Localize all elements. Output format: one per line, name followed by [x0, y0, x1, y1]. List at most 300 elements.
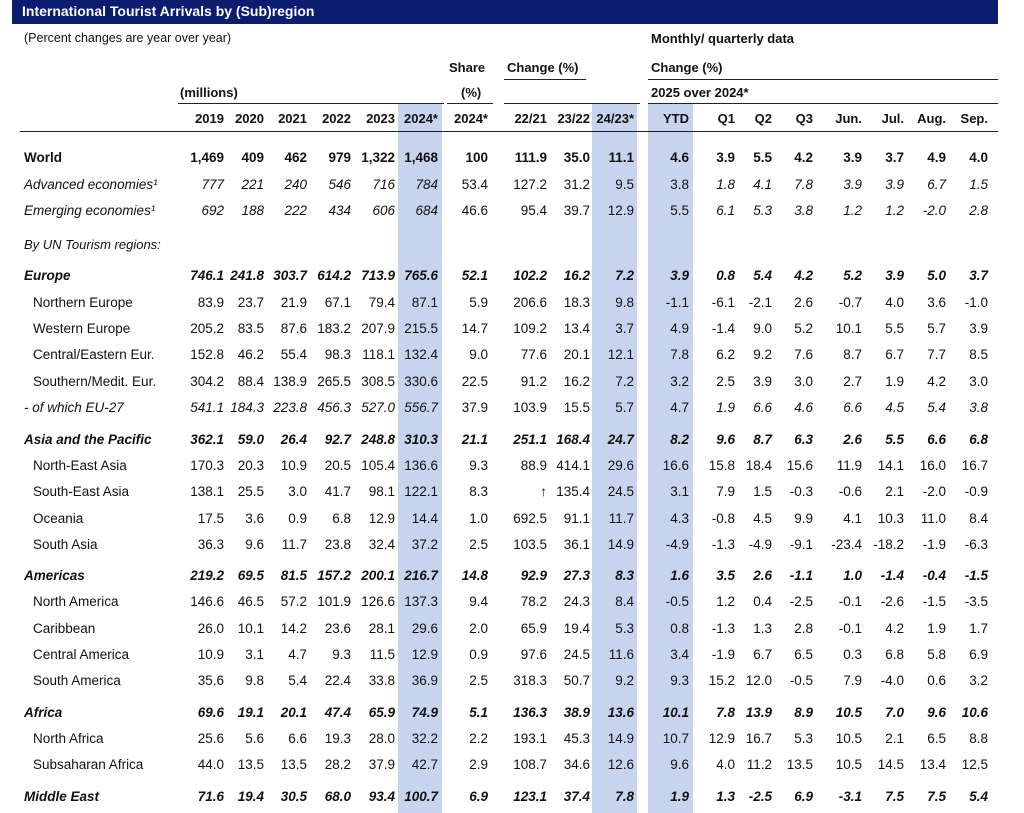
table-cell: 3.9 [753, 374, 772, 389]
table-cell: 138.1 [190, 484, 224, 499]
table-cell: 91.1 [563, 511, 590, 526]
table-cell: 28.2 [324, 757, 351, 772]
table-cell: 556.7 [404, 400, 438, 415]
table-cell: 4.0 [716, 757, 735, 772]
table-cell: 4.5 [885, 400, 904, 415]
table-cell: 223.8 [273, 400, 307, 415]
table-cell: 29.6 [411, 621, 438, 636]
column-header: 2019 [195, 111, 224, 126]
table-cell: 6.6 [843, 400, 862, 415]
table-cell: 2.6 [753, 568, 772, 583]
table-cell: 100.7 [404, 789, 438, 804]
table-cell: 4.2 [885, 621, 904, 636]
table-cell: 21.1 [461, 432, 488, 447]
column-header: 2024* [404, 111, 438, 126]
table-cell: 4.0 [885, 295, 904, 310]
table-cell: 24.3 [563, 594, 590, 609]
table-cell: 216.7 [404, 568, 438, 583]
table-cell: 5.5 [670, 203, 689, 218]
table-cell: 23.6 [324, 621, 351, 636]
table-cell: 13.5 [786, 757, 813, 772]
row-label: Asia and the Pacific [24, 432, 152, 447]
table-cell: 25.6 [197, 731, 224, 746]
table-cell: 14.4 [411, 511, 438, 526]
table-cell: 6.9 [794, 789, 813, 804]
rule-change2 [504, 103, 640, 104]
table-cell: 10.9 [280, 458, 307, 473]
table-cell: 6.8 [332, 511, 351, 526]
column-header: Jul. [881, 111, 904, 126]
table-cell: 8.4 [969, 511, 988, 526]
table-cell: 979 [328, 150, 351, 165]
table-cell: 3.0 [969, 374, 988, 389]
table-cell: 12.9 [607, 203, 634, 218]
table-cell: 18.3 [563, 295, 590, 310]
row-label: Americas [24, 568, 85, 583]
table-cell: 200.1 [361, 568, 395, 583]
table-cell: 606 [372, 203, 395, 218]
row-label: North-East Asia [33, 458, 127, 473]
table-cell: 10.6 [961, 705, 988, 720]
table-cell: 9.5 [615, 177, 634, 192]
table-cell: 34.6 [563, 757, 590, 772]
table-cell: 14.1 [877, 458, 904, 473]
table-cell: 45.3 [563, 731, 590, 746]
table-cell: 7.9 [843, 673, 862, 688]
table-cell: 87.1 [411, 295, 438, 310]
table-title-bar [12, 0, 998, 24]
table-cell: 7.8 [670, 347, 689, 362]
table-cell: 3.6 [245, 511, 264, 526]
row-label: Central/Eastern Eur. [33, 347, 155, 362]
table-cell: 183.2 [317, 321, 351, 336]
table-cell: 746.1 [190, 268, 224, 283]
table-cell: 11.2 [746, 757, 772, 772]
share-unit: (%) [461, 85, 482, 100]
table-cell: 1.8 [716, 177, 735, 192]
table-cell: -1.4 [711, 321, 735, 336]
table-cell: 2.1 [885, 484, 904, 499]
table-cell: 1.5 [753, 484, 772, 499]
table-cell: 3.6 [927, 295, 946, 310]
table-cell: 1.2 [716, 594, 735, 609]
table-cell: 1.9 [670, 789, 689, 804]
table-cell: 11.6 [608, 647, 634, 662]
table-cell: 0.9 [288, 511, 307, 526]
table-cell: 14.8 [461, 568, 488, 583]
table-cell: 14.5 [877, 757, 904, 772]
table-cell: 10.5 [835, 731, 862, 746]
table-cell: 1.2 [885, 203, 904, 218]
table-cell: 36.3 [197, 537, 224, 552]
column-header: Q2 [754, 111, 772, 126]
table-cell: 3.2 [969, 673, 988, 688]
table-cell: 3.9 [670, 268, 689, 283]
table-cell: 138.9 [273, 374, 307, 389]
table-cell: 765.6 [404, 268, 438, 283]
table-cell: 5.6 [245, 731, 264, 746]
table-cell: 7.0 [885, 705, 904, 720]
table-cell: 136.6 [404, 458, 438, 473]
table-cell: 330.6 [404, 374, 438, 389]
table-cell: 9.3 [670, 673, 689, 688]
table-cell: 3.4 [670, 647, 689, 662]
table-cell: 0.9 [469, 647, 488, 662]
table-cell: 14.9 [607, 731, 634, 746]
table-cell: 318.3 [513, 673, 547, 688]
row-label: Oceania [33, 511, 84, 526]
table-cell: 8.5 [969, 347, 988, 362]
table-cell: 414.1 [556, 458, 590, 473]
table-cell: 170.3 [190, 458, 224, 473]
table-cell: 7.7 [927, 347, 946, 362]
table-cell: 3.0 [288, 484, 307, 499]
column-header: Aug. [917, 111, 946, 126]
rule-millions [178, 103, 444, 104]
table-cell: 12.9 [368, 511, 395, 526]
table-cell: 4.3 [670, 511, 689, 526]
table-cell: -0.1 [838, 594, 862, 609]
table-cell: -1.3 [711, 621, 735, 636]
table-cell: 103.9 [513, 400, 547, 415]
table-cell: 47.4 [324, 705, 351, 720]
table-cell: 10.1 [662, 705, 689, 720]
table-cell: 5.5 [885, 321, 904, 336]
table-cell: -1.9 [922, 537, 946, 552]
table-cell: 0.6 [927, 673, 946, 688]
table-cell: 22.5 [461, 374, 488, 389]
table-cell: 5.1 [469, 705, 488, 720]
table-cell: 2.6 [794, 295, 813, 310]
table-cell: 2.0 [469, 621, 488, 636]
table-cell: 127.2 [513, 177, 547, 192]
column-header: 2024* [454, 111, 488, 126]
table-cell: 10.5 [835, 705, 862, 720]
table-cell: 41.7 [324, 484, 351, 499]
table-cell: 6.7 [927, 177, 946, 192]
table-cell: 19.4 [563, 621, 590, 636]
table-cell: 5.9 [469, 295, 488, 310]
table-cell: -1.9 [711, 647, 735, 662]
table-cell: 5.0 [927, 268, 946, 283]
table-cell: 38.9 [563, 705, 590, 720]
table-cell: 9.6 [927, 705, 946, 720]
table-cell: 67.1 [324, 295, 351, 310]
table-cell: 16.7 [961, 458, 988, 473]
table-cell: -0.5 [665, 594, 689, 609]
table-cell: 2.9 [469, 757, 488, 772]
over-header: 2025 over 2024* [651, 85, 749, 100]
table-cell: 1.0 [843, 568, 862, 583]
table-cell: 15.2 [708, 673, 735, 688]
table-cell: 36.1 [563, 537, 590, 552]
table-cell: 11.7 [608, 511, 634, 526]
change-header: Change (%) [507, 60, 579, 75]
table-cell: 684 [415, 203, 438, 218]
table-cell: 3.7 [885, 150, 904, 165]
table-cell: 26.4 [280, 432, 307, 447]
table-cell: 101.9 [317, 594, 351, 609]
table-cell: 4.0 [969, 150, 988, 165]
row-label: North Africa [33, 731, 104, 746]
table-cell: 97.6 [520, 647, 547, 662]
table-cell: 9.6 [670, 757, 689, 772]
table-cell: -9.1 [789, 537, 813, 552]
table-cell: 692 [201, 203, 224, 218]
table-cell: 8.8 [969, 731, 988, 746]
table-cell: 6.5 [794, 647, 813, 662]
table-cell: 81.5 [280, 568, 307, 583]
table-cell: 1.9 [716, 400, 735, 415]
table-cell: -0.3 [789, 484, 813, 499]
table-cell: 9.8 [245, 673, 264, 688]
rule-monthly2 [648, 103, 998, 104]
table-cell: 13.4 [563, 321, 590, 336]
column-header: 2023 [366, 111, 395, 126]
table-cell: 5.8 [927, 647, 946, 662]
table-cell: 7.2 [615, 374, 634, 389]
table-cell: 362.1 [190, 432, 224, 447]
table-cell: 8.9 [794, 705, 813, 720]
table-cell: 207.9 [361, 321, 395, 336]
table-cell: 137.3 [404, 594, 438, 609]
table-cell: 188 [241, 203, 264, 218]
table-cell: 1.9 [885, 374, 904, 389]
table-cell: 24.5 [563, 647, 590, 662]
table-cell: 6.6 [927, 432, 946, 447]
table-cell: -18.2 [873, 537, 904, 552]
table-cell: 3.9 [843, 150, 862, 165]
table-cell: 8.3 [469, 484, 488, 499]
table-cell: 9.4 [469, 594, 488, 609]
table-cell: 123.1 [513, 789, 547, 804]
table-cell: 1,322 [361, 150, 395, 165]
table-cell: 6.8 [969, 432, 988, 447]
table-cell: 136.3 [513, 705, 547, 720]
table-cell: 37.9 [461, 400, 488, 415]
table-cell: 9.9 [794, 511, 813, 526]
table-cell: 13.9 [745, 705, 772, 720]
rule-share [447, 103, 493, 104]
table-cell: 1,469 [190, 150, 224, 165]
column-header: 23/22 [557, 111, 590, 126]
table-cell: 46.2 [237, 347, 264, 362]
table-cell: 108.7 [513, 757, 547, 772]
table-cell: 37.4 [563, 789, 590, 804]
table-cell: 132.4 [404, 347, 438, 362]
row-label: Central America [33, 647, 130, 662]
table-cell: 4.6 [794, 400, 813, 415]
table-cell: 456.3 [317, 400, 351, 415]
table-cell: 105.4 [361, 458, 395, 473]
row-label: South-East Asia [33, 484, 130, 499]
row-label: South America [33, 673, 121, 688]
table-cell: 9.2 [753, 347, 772, 362]
table-cell: 28.1 [368, 621, 395, 636]
table-cell: 69.5 [237, 568, 264, 583]
column-header: 2020 [235, 111, 264, 126]
table-cell: 4.2 [794, 150, 813, 165]
table-cell: 6.5 [927, 731, 946, 746]
table-cell: 5.4 [969, 789, 988, 804]
table-cell: 91.2 [520, 374, 547, 389]
table-cell: 103.5 [513, 537, 547, 552]
table-cell: 7.2 [615, 268, 634, 283]
table-cell: 5.4 [753, 268, 772, 283]
table-cell: 5.7 [615, 400, 634, 415]
table-cell: 23.8 [324, 537, 351, 552]
row-label: Africa [24, 705, 63, 720]
table-cell: ↑ [540, 484, 547, 499]
table-cell: 5.3 [794, 731, 813, 746]
table-cell: 3.8 [794, 203, 813, 218]
table-cell: 310.3 [404, 432, 438, 447]
table-cell: 46.6 [461, 203, 488, 218]
table-cell: 35.6 [197, 673, 224, 688]
table-cell: 31.2 [563, 177, 590, 192]
table-cell: -4.9 [665, 537, 689, 552]
table-cell: -2.0 [922, 484, 946, 499]
row-label: South Asia [33, 537, 98, 552]
table-cell: 50.7 [563, 673, 590, 688]
table-cell: 168.4 [556, 432, 590, 447]
table-cell: 27.3 [563, 568, 590, 583]
table-cell: -23.4 [831, 537, 862, 552]
table-cell: 10.9 [197, 647, 224, 662]
table-cell: -0.5 [789, 673, 813, 688]
table-cell: 19.3 [324, 731, 351, 746]
table-cell: 44.0 [197, 757, 224, 772]
row-label: North America [33, 594, 119, 609]
table-cell: 16.0 [919, 458, 946, 473]
table-cell: -0.8 [711, 511, 735, 526]
table-cell: 8.7 [843, 347, 862, 362]
table-cell: 15.6 [786, 458, 813, 473]
table-cell: 6.7 [885, 347, 904, 362]
table-cell: 6.9 [969, 647, 988, 662]
table-cell: 7.9 [716, 484, 735, 499]
table-cell: 11.9 [836, 458, 862, 473]
table-cell: 10.1 [835, 321, 862, 336]
table-cell: 16.2 [563, 268, 590, 283]
table-cell: 16.2 [563, 374, 590, 389]
table-cell: 111.9 [514, 150, 547, 165]
table-cell: 4.9 [927, 150, 946, 165]
table-cell: 74.9 [411, 705, 438, 720]
table-cell: 784 [415, 177, 438, 192]
table-cell: 20.3 [237, 458, 264, 473]
table-cell: 541.1 [190, 400, 224, 415]
table-cell: 20.1 [563, 347, 590, 362]
table-cell: 12.9 [708, 731, 735, 746]
table-cell: 13.4 [919, 757, 946, 772]
table-cell: 462 [284, 150, 307, 165]
table-cell: 19.4 [237, 789, 264, 804]
table-cell: 3.7 [969, 268, 988, 283]
table-cell: 93.4 [368, 789, 395, 804]
table-cell: 12.1 [607, 347, 634, 362]
table-cell: 1.2 [843, 203, 862, 218]
table-cell: 9.3 [469, 458, 488, 473]
table-cell: 1.7 [969, 621, 988, 636]
table-cell: 79.4 [368, 295, 395, 310]
table-cell: 14.9 [607, 537, 634, 552]
table-cell: -3.1 [838, 789, 862, 804]
table-cell: 265.5 [317, 374, 351, 389]
column-header: Q1 [717, 111, 735, 126]
table-cell: 6.2 [716, 347, 735, 362]
table-cell: 18.4 [745, 458, 772, 473]
table-cell: -1.1 [665, 295, 689, 310]
table-cell: 2.7 [843, 374, 862, 389]
table-cell: 102.2 [513, 268, 547, 283]
table-cell: 2.5 [716, 374, 735, 389]
table-cell: 35.0 [563, 150, 590, 165]
table-cell: 16.6 [662, 458, 689, 473]
rule-header-bottom [20, 131, 998, 132]
table-cell: 7.5 [927, 789, 946, 804]
row-label: - of which EU-27 [24, 400, 124, 415]
table-cell: 71.6 [197, 789, 224, 804]
row-label: Subsaharan Africa [33, 757, 144, 772]
table-cell: 83.9 [197, 295, 224, 310]
table-cell: 10.5 [835, 757, 862, 772]
table-cell: 6.6 [753, 400, 772, 415]
table-cell: 7.5 [885, 789, 904, 804]
table-cell: 122.1 [404, 484, 438, 499]
column-header: 22/21 [514, 111, 547, 126]
table-cell: -2.5 [789, 594, 813, 609]
table-cell: -0.7 [838, 295, 862, 310]
table-cell: 53.4 [461, 177, 488, 192]
table-cell: 78.2 [520, 594, 547, 609]
table-cell: 4.1 [843, 511, 862, 526]
table-cell: 4.1 [753, 177, 772, 192]
table-cell: 3.1 [245, 647, 264, 662]
table-cell: 3.8 [670, 177, 689, 192]
table-cell: 12.9 [411, 647, 438, 662]
table-cell: 9.0 [469, 347, 488, 362]
table-cell: 135.4 [556, 484, 590, 499]
table-cell: 100 [465, 150, 488, 165]
table-cell: 157.2 [317, 568, 351, 583]
change-header-monthly: Change (%) [651, 60, 723, 75]
table-cell: -0.9 [964, 484, 988, 499]
table-cell: 13.5 [280, 757, 307, 772]
table-cell: 5.3 [753, 203, 772, 218]
table-cell: -4.9 [748, 537, 772, 552]
table-cell: 3.9 [843, 177, 862, 192]
table-cell: 9.6 [716, 432, 735, 447]
table-cell: -1.5 [922, 594, 946, 609]
table-cell: 11.7 [281, 537, 307, 552]
table-cell: 12.0 [745, 673, 772, 688]
table-cell: 14.7 [461, 321, 488, 336]
table-cell: 4.6 [670, 150, 689, 165]
table-cell: 3.7 [615, 321, 634, 336]
table-cell: 184.3 [230, 400, 264, 415]
table-cell: 77.6 [520, 347, 547, 362]
table-cell: 3.9 [716, 150, 735, 165]
table-cell: 546 [328, 177, 351, 192]
column-header: Q3 [795, 111, 813, 126]
table-cell: 4.7 [288, 647, 307, 662]
table-cell: 1.3 [753, 621, 772, 636]
table-cell: 37.9 [368, 757, 395, 772]
table-cell: 95.4 [520, 203, 547, 218]
percent-note: (Percent changes are year over year) [24, 31, 232, 45]
column-header: Jun. [835, 111, 862, 126]
